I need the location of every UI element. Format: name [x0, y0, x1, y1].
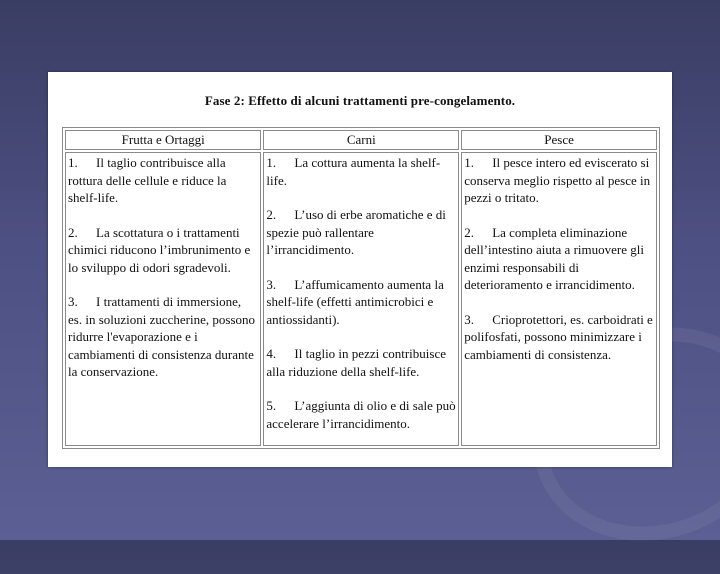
cell-frutta-ortaggi [65, 152, 261, 446]
table-header-row [65, 130, 657, 150]
table-row [65, 152, 657, 446]
list-item: 5. L’aggiunta di olio e di sale può accelerare l’irrancidimento. [266, 398, 456, 431]
list-item: 3. I trattamenti di immersione, es. in soluzioni zuccherine, possono ridurre l'evaporazione e i cambiamenti di consistenza durante la conservazione. [68, 294, 256, 379]
treatments-table [62, 127, 660, 449]
list-item: 3. Crioprotettori, es. carboidrati e polifosfati, possono minimizzare i cambiamenti di consistenza. [464, 311, 653, 362]
slide-title: Fase 2: Effetto di alcuni trattamenti pre-congelamento. [204, 93, 516, 108]
column-header-frutta-ortaggi: Frutta e Ortaggi [65, 130, 261, 150]
cell-pesce [461, 152, 657, 446]
column-header-pesce: Pesce [461, 130, 657, 150]
list-item: 3. L’affumicamento aumenta la shelf-life (effetti antimicrobici e antiossidanti). [266, 276, 444, 327]
list-item: 2. La completa eliminazione dell’intestino aiuta a rimuovere gli enzimi responsabili di deterioramento e irrancidimento. [464, 224, 644, 292]
list-item: 2. La scottatura o i trattamenti chimici riducono l’imbrunimento e lo sviluppo di odori sgradevoli. [68, 224, 251, 275]
list-item: 1. La cottura aumenta la shelf-life. [266, 155, 441, 188]
column-header-carni: Carni [263, 130, 459, 150]
list-item: 2. L’uso di erbe aromatiche e di spezie può rallentare l’irrancidimento. [266, 207, 446, 257]
list-item: 4. Il taglio in pezzi contribuisce alla riduzione della shelf-life. [266, 346, 447, 379]
list-item: 1. Il taglio contribuisce alla rottura delle cellule e riduce la shelf-life. [68, 155, 227, 205]
list-item: 1. Il pesce intero ed eviscerato si conserva meglio rispetto al pesce in pezzi o tritato. [464, 155, 651, 205]
cell-carni [263, 152, 459, 446]
slide-content [48, 72, 672, 467]
